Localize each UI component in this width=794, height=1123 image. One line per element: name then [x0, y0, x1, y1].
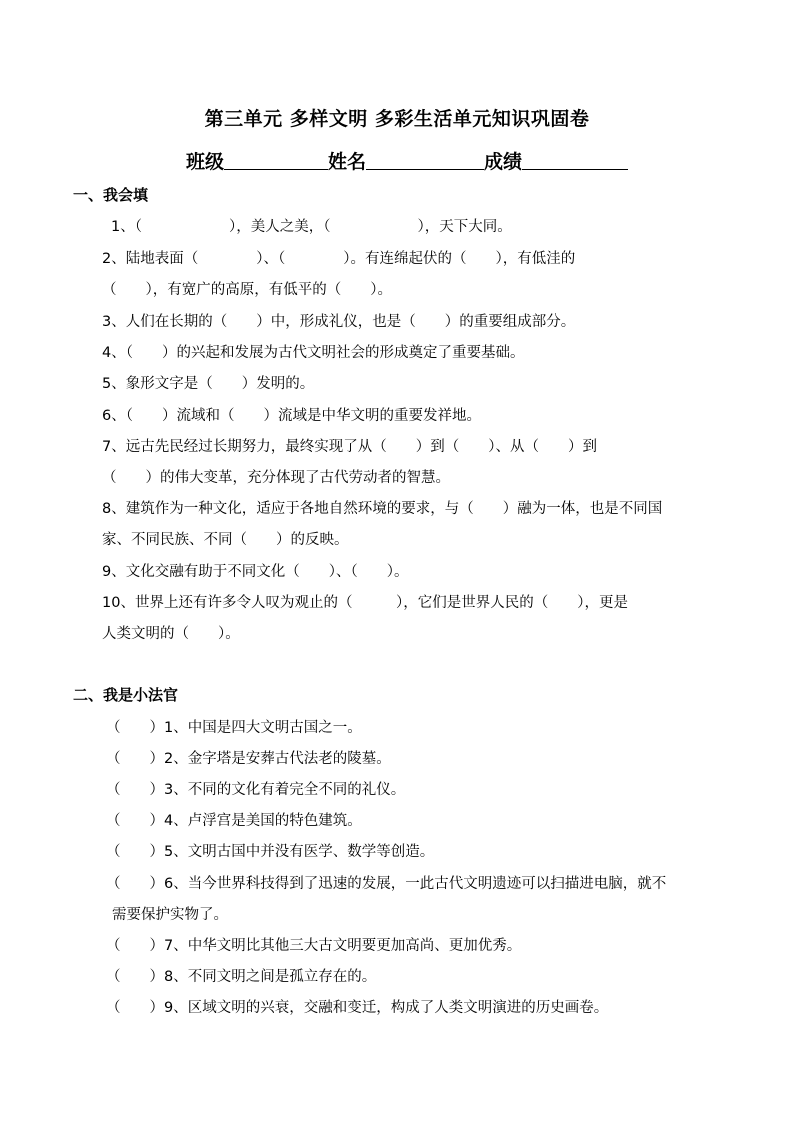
judge-q8: （ ）8、不同文明之间是孤立存在的。 [106, 969, 377, 985]
fill-q10-cont: 人类文明的（ ）。 [102, 626, 240, 642]
page-title: 第三单元 多样文明 多彩生活单元知识巩固卷 [204, 108, 590, 130]
fill-q8: 8、建筑作为一种文化，适应于各地自然环境的要求，与（ ）融为一体，也是不同国 [102, 501, 663, 517]
fill-q6: 6、（ ）流域和（ ）流域是中华文明的重要发祥地。 [102, 408, 481, 424]
fill-q1: 1、（ ），美人之美，（ ），天下大同。 [111, 219, 512, 235]
name-label: 姓名 [328, 151, 367, 173]
class-blank[interactable] [224, 151, 328, 170]
judge-q3: （ ）3、不同的文化有着完全不同的礼仪。 [106, 782, 406, 798]
section-1-heading: 一、我会填 [73, 186, 149, 204]
judge-q2: （ ）2、金字塔是安葬古代法老的陵墓。 [106, 751, 391, 767]
fill-q7: 7、远古先民经过长期努力，最终实现了从（ ）到（ ）、从（ ）到 [102, 439, 597, 455]
name-blank[interactable] [366, 151, 484, 170]
fill-q5: 5、象形文字是（ ）发明的。 [102, 376, 315, 392]
judge-q9: （ ）9、区域文明的兴衰，交融和变迁，构成了人类文明演进的历史画卷。 [106, 1000, 609, 1016]
fill-q10: 10、世界上还有许多令人叹为观止的（ ），它们是世界人民的（ ），更是 [102, 595, 628, 611]
judge-q1: （ ）1、中国是四大文明古国之一。 [106, 720, 362, 736]
fill-q9: 9、文化交融有助于不同文化（ ）、（ ）。 [102, 564, 409, 580]
score-label: 成绩 [484, 151, 523, 173]
fill-q8-cont: 家、不同民族、不同（ ）的反映。 [102, 532, 349, 548]
fill-q3: 3、人们在长期的（ ）中，形成礼仪，也是（ ）的重要组成部分。 [102, 314, 576, 330]
judge-q5: （ ）5、文明古国中并没有医学、数学等创造。 [106, 844, 435, 860]
judge-q6-cont: 需要保护实物了。 [112, 907, 228, 923]
fill-q2-cont: （ ），有宽广的高原，有低平的（ ）。 [102, 282, 392, 298]
fill-q7-cont: （ ）的伟大变革，充分体现了古代劳动者的智慧。 [102, 470, 450, 486]
fill-q4: 4、（ ）的兴起和发展为古代文明社会的形成奠定了重要基础。 [102, 345, 525, 361]
judge-q4: （ ）4、卢浮宫是美国的特色建筑。 [106, 813, 362, 829]
section-2-heading: 二、我是小法官 [73, 686, 179, 704]
score-blank[interactable] [522, 151, 628, 170]
judge-q7: （ ）7、中华文明比其他三大古文明要更加高尚、更加优秀。 [106, 938, 522, 954]
judge-q6: （ ）6、当今世界科技得到了迅速的发展，一此古代文明遗迹可以扫描进电脑，就不 [106, 876, 667, 892]
student-info-line [186, 147, 628, 174]
fill-q2: 2、陆地表面（ ）、（ ）。有连绵起伏的（ ），有低洼的 [102, 251, 576, 267]
class-label: 班级 [186, 151, 225, 173]
